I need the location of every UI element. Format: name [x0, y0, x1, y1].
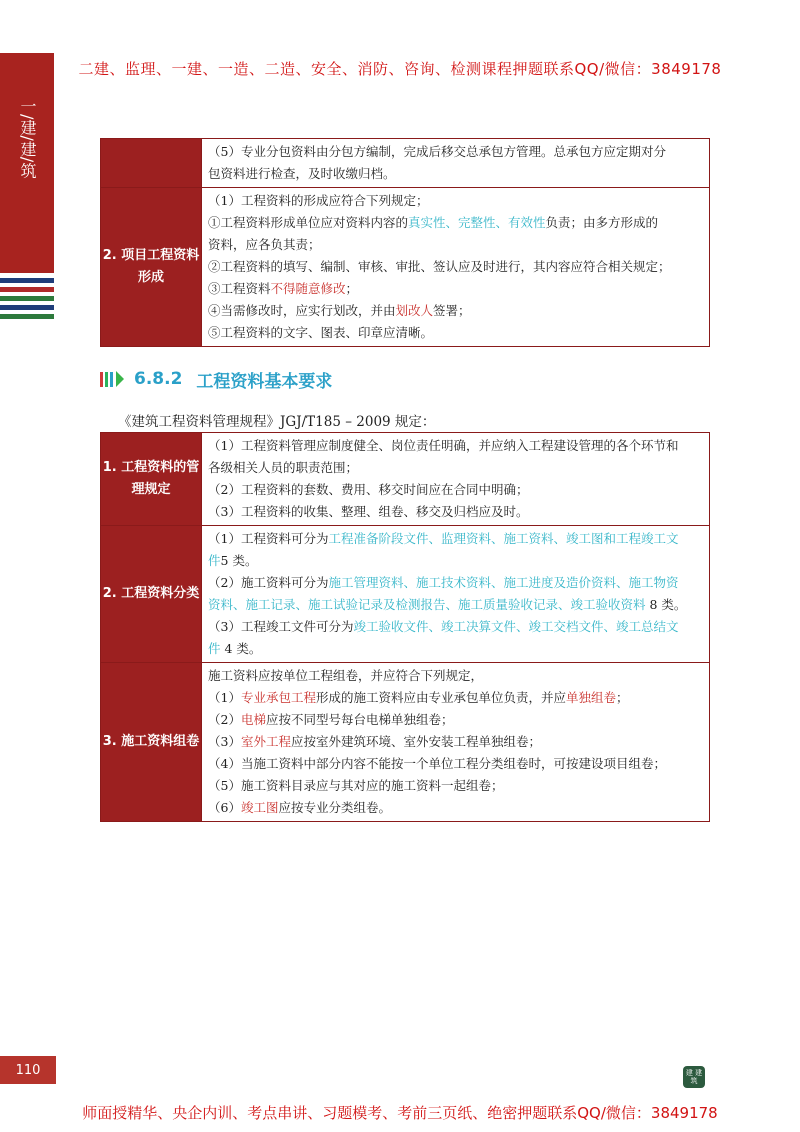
highlight-text: 工程准备阶段文件、监理资料、施工资料、竣工图和工程竣工文 — [328, 531, 679, 546]
text-fragment: （1） — [208, 690, 241, 705]
text-fragment: 8 类。 — [645, 597, 687, 612]
text-fragment: 应按不同型号每台电梯单独组卷； — [265, 712, 454, 727]
text-fragment: ； — [345, 281, 359, 296]
text-fragment: （1）工程资料可分为 — [208, 531, 329, 546]
highlight-text: 电梯 — [240, 712, 266, 727]
highlight-text: 施工管理资料、施工技术资料、施工进度及造价资料、施工物资 — [328, 575, 679, 590]
row-label: 3. 施工资料组卷 — [101, 663, 202, 822]
highlight-text: 室外工程 — [240, 734, 291, 749]
table-row — [101, 188, 710, 347]
text-line: ⑤工程资料的文字、图表、印章应清晰。 — [208, 325, 434, 340]
section-heading — [100, 366, 332, 392]
text-fragment: ①工程资料形成单位应对资料内容的 — [208, 215, 409, 230]
text-line — [208, 212, 701, 234]
highlight-text: 件 — [208, 553, 221, 568]
text-line: （2）工程资料的套数、费用、移交时间应在合同中明确； — [208, 482, 529, 497]
table-row-content — [202, 188, 710, 347]
text-line: （4）当施工资料中部分内容不能按一个单位工程分类组卷时，可按建设项目组卷； — [208, 756, 666, 771]
side-stripe-green — [0, 296, 54, 301]
text-line: （5）施工资料目录应与其对应的施工资料一起组卷； — [208, 778, 504, 793]
text-line: （3）工程资料的收集、整理、组卷、移交及归档应及时。 — [208, 504, 529, 519]
text-fragment: （2）施工资料可分为 — [208, 575, 329, 590]
text-line — [208, 638, 701, 660]
table-row-content — [202, 526, 710, 663]
text-fragment: 应按室外建筑环境、室外安装工程单独组卷； — [290, 734, 541, 749]
text-line: 包资料进行检查，及时收缴归档。 — [208, 166, 396, 181]
text-line — [208, 687, 701, 709]
table-row-content — [202, 663, 710, 822]
table-row-content — [202, 433, 710, 526]
section-title: 工程资料基本要求 — [196, 371, 333, 392]
text-fragment: ④当需修改时，应实行划改，并由 — [208, 303, 396, 318]
top-banner: 二建、监理、一建、一造、二造、安全、消防、咨询、检测课程押题联系QQ/微信：3849178 — [78, 60, 722, 78]
text-line — [208, 300, 701, 322]
text-line — [208, 616, 701, 638]
text-line: ②工程资料的填写、编制、审核、审批、签认应及时进行，其内容应符合相关规定； — [208, 259, 671, 274]
table-row — [101, 663, 710, 822]
text-line — [208, 278, 701, 300]
text-line: （1）工程资料管理应制度健全、岗位责任明确，并应纳入工程建设管理的各个环节和 — [208, 438, 679, 453]
bottom-banner: 师面授精华、央企内训、考点串讲、习题模考、考前三页纸、绝密押题联系QQ/微信：3849178 — [82, 1104, 718, 1122]
text-fragment: 应按专业分类组卷。 — [278, 800, 391, 815]
text-line: 资料，应各负其责； — [208, 237, 321, 252]
text-line — [208, 594, 701, 616]
highlight-text: 真实性、完整性、有效性 — [408, 215, 546, 230]
side-stripe-blue — [0, 278, 54, 283]
text-fragment: 签署； — [433, 303, 471, 318]
text-line — [208, 550, 701, 572]
text-line: （5）专业分包资料由分包方编制，完成后移交总承包方管理。总承包方应定期对分 — [208, 144, 666, 159]
text-fragment: 负责；由多方形成的 — [545, 215, 659, 230]
side-stripe-green-2 — [0, 314, 54, 319]
row-label: 2. 工程资料分类 — [101, 526, 202, 663]
side-stripe-navy — [0, 305, 54, 310]
text-fragment: 4 类。 — [220, 641, 262, 656]
side-tab-label: 一/建/建/筑 — [18, 98, 37, 179]
highlight-text: 专业承包工程 — [240, 690, 316, 705]
basic-requirements-table — [100, 432, 710, 822]
intro-text: 《建筑工程资料管理规程》JGJ/T185 – 2009 规定： — [118, 414, 436, 430]
text-fragment: 形成的施工资料应由专业承包单位负责，并应 — [315, 690, 566, 705]
text-fragment: ③工程资料 — [208, 281, 271, 296]
row-label: 2. 项目工程资料形成 — [101, 188, 202, 347]
row-label: 1. 工程资料的管理规定 — [101, 433, 202, 526]
text-fragment: ； — [616, 690, 629, 705]
text-line: （1）工程资料的形成应符合下列规定； — [208, 193, 429, 208]
table-row — [101, 139, 710, 188]
section-bars-icon — [100, 371, 126, 387]
highlight-text: 不得随意修改 — [270, 281, 346, 296]
publisher-logo-icon: 建 建筑 — [683, 1066, 705, 1088]
text-line — [208, 797, 701, 819]
text-fragment: （2） — [208, 712, 241, 727]
page-number: 110 — [0, 1056, 56, 1084]
section-number: 6.8.2 — [134, 369, 183, 389]
text-line — [208, 731, 701, 753]
table-row — [101, 526, 710, 663]
side-stripe-red — [0, 287, 54, 292]
highlight-text: 划改人 — [395, 303, 434, 318]
text-fragment: （3） — [208, 734, 241, 749]
text-line — [208, 528, 701, 550]
highlight-text: 资料、施工记录、施工试验记录及检测报告、施工质量验收记录、竣工验收资料 — [208, 597, 646, 612]
project-documentation-table — [100, 138, 710, 347]
text-fragment: 5 类。 — [220, 553, 258, 568]
highlight-text: 竣工图 — [240, 800, 279, 815]
text-line — [208, 572, 701, 594]
table-row-content — [202, 139, 710, 188]
chapter-side-tab — [0, 53, 54, 273]
text-fragment: （3）工程竣工文件可分为 — [208, 619, 354, 634]
text-line: 各级相关人员的职责范围； — [208, 460, 359, 475]
highlight-text: 竣工验收文件、竣工决算文件、竣工交档文件、竣工总结文 — [353, 619, 679, 634]
highlight-text: 件 — [208, 641, 221, 656]
table-row-label-empty — [101, 139, 202, 188]
text-line: 施工资料应按单位工程组卷，并应符合下列规定， — [208, 668, 484, 683]
highlight-text: 单独组卷 — [565, 690, 616, 705]
text-line — [208, 709, 701, 731]
text-fragment: （6） — [208, 800, 241, 815]
table-row — [101, 433, 710, 526]
